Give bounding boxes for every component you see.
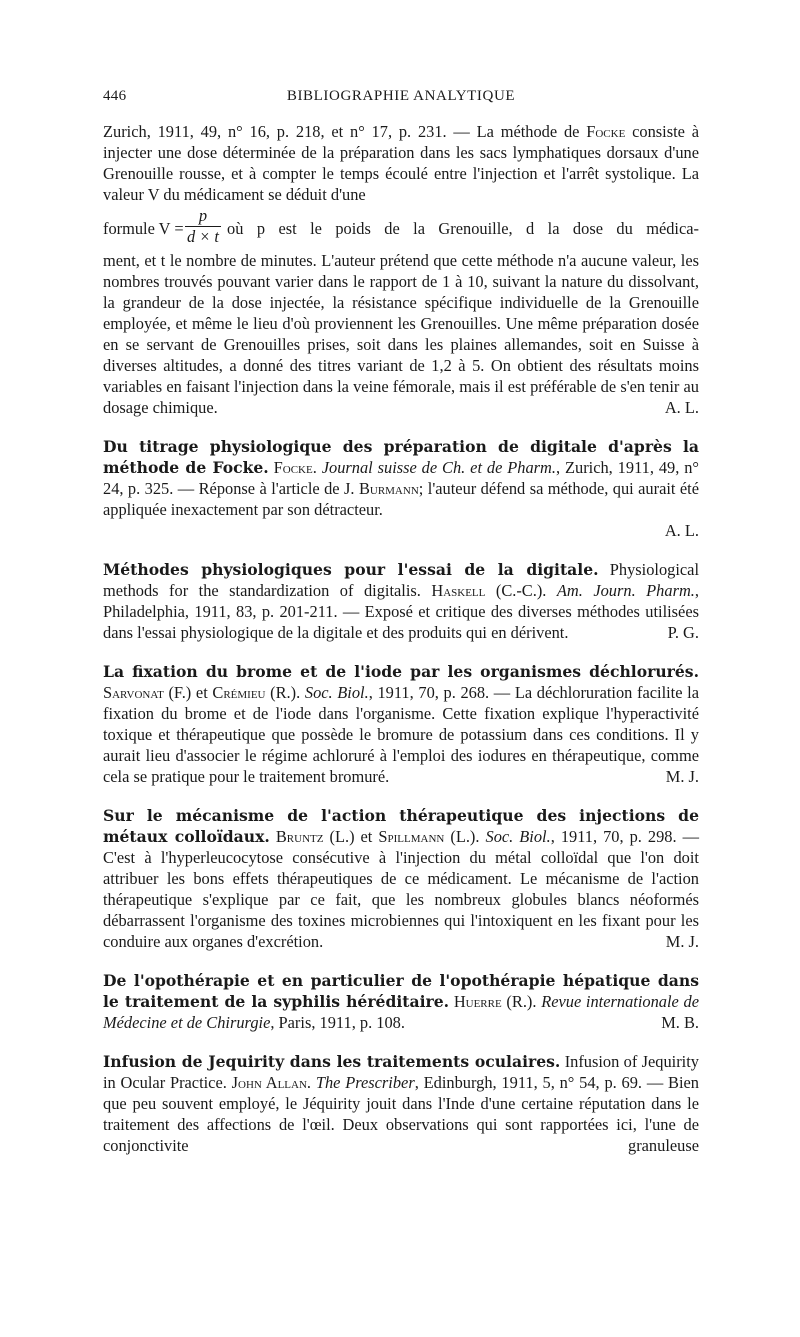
entry-body: La fixation du brome et de l'iode par les organismes déchlorurés. Sarvonat (F.) et Crémieu (R.). Soc. Biol., 1911, 70, p. 268. — La déchloruration facilite la fixation du brome et de l'iode dans l'organisme. Cette fixation explique l'hyperactivité toxique et thérapeutique que possède le bromure de potassium dans ces conditions. Il y aurait lieu d'associer le régime achloruré à l'emploi des iodures en thérapeutique, comme cela se pratique pour le traitement bromuré. M. J.	[103, 662, 699, 786]
signature: A. L.	[664, 521, 699, 540]
page-number: 446	[103, 88, 127, 104]
author-name: Crémieu	[212, 683, 266, 702]
author-name: John Allan	[231, 1073, 307, 1092]
entry-title: Du titrage physiologique des préparation de digitale d'après la méthode de Focke.	[103, 437, 699, 477]
entry-body: Infusion de Jequirity dans les traitements oculaires. Infusion of Jequirity in Ocular Practice. John Allan. The Prescriber, Edinburgh, 1911, 5, n° 54, p. 69. — Bien que peu souvent employé, le Jéquirity jouit dans l'Inde d'une certaine réputation dans le traitement des affections de l'œil. Deux observations qui sont rapportées ici, l'une de conjonctivite granuleuse	[103, 1052, 699, 1155]
entry-title: Méthodes physiologiques pour l'essai de la digitale.	[103, 560, 599, 579]
running-title: BIBLIOGRAPHIE ANALYTIQUE	[286, 88, 516, 104]
signature: A. L.	[664, 398, 699, 417]
entry-body: Méthodes physiologiques pour l'essai de la digitale. Physiological methods for the standardization of digitalis. Haskell (C.-C.). Am. Journ. Pharm., Philadelphia, 1911, 83, p. 201-211. — Exposé et critique des diverses méthodes utilisées dans l'essai physiologique de la digitale et des produits qui en dérivent. P. G.	[103, 560, 699, 642]
author-name: Sarvonat	[103, 683, 164, 702]
author-name: Focke.	[273, 458, 317, 477]
journal-name: The Prescriber	[315, 1073, 415, 1092]
page-header	[103, 88, 699, 108]
formula-lead: formule V =	[103, 219, 184, 238]
entry-metaux-colloidaux	[103, 805, 699, 952]
journal-name: Am. Journ. Pharm.	[556, 581, 695, 600]
entry-body: Du titrage physiologique des préparation de digitale d'après la méthode de Focke. Focke. Journal suisse de Ch. et de Pharm., Zurich, 1911, 49, n° 24, p. 325. — Réponse à l'article de J. Burmann; l'auteur défend sa méthode, qui aurait été appliquée inexactement par son détracteur.	[103, 437, 699, 519]
formula-line	[103, 207, 699, 249]
author-name: Haskell	[431, 581, 486, 600]
entry-title: De l'opothérapie et en particulier de l'opothérapie hépatique dans le traitement de la syphilis héréditaire.	[103, 971, 699, 1011]
entry-body: ment, et t le nombre de minutes. L'auteur prétend que cette méthode n'a aucune valeur, les nombres trouvés pouvant varier dans le rapport de 1 à 10, suivant la nature du dissolvant, la grandeur de la dose injectée, la résistance spécifique individuelle de la Grenouille employée, et même le lieu d'où proviennent les Grenouilles. Une même préparation dosée en se servant de Grenouilles prises, soit dans les plaines allemandes, soit en Suisse à diverses altitudes, a donné des titres variant de 1,2 à 5. On obtient des résultats moins variables en faisant l'injection dans la veine fémorale, mais il est préférable de s'en tenir au dosage chimique. A. L.	[103, 251, 699, 417]
journal-name: Journal suisse de Ch. et de Pharm.	[321, 458, 556, 477]
entry-titrage-focke	[103, 436, 699, 541]
entry-body: De l'opothérapie et en particulier de l'opothérapie hépatique dans le traitement de la syphilis héréditaire. Huerre (R.). Revue internationale de Médecine et de Chirurgie, Paris, 1911, p. 108. M. B.	[103, 971, 699, 1032]
entry-title: Sur le mécanisme de l'action thérapeutique des injections de métaux colloïdaux.	[103, 806, 699, 846]
entry-opotherapie	[103, 970, 699, 1033]
entry-title: La fixation du brome et de l'iode par les organismes déchlorurés.	[103, 662, 699, 681]
page-content	[103, 121, 699, 1156]
entry-focke-continued	[103, 121, 699, 418]
formula-rest: où p est le poids de la Grenouille, d la dose du médica-	[227, 219, 699, 238]
author-name: Focke	[586, 122, 626, 141]
signature: M. J.	[665, 932, 699, 951]
formula-fraction	[185, 207, 221, 246]
author-name: Spillmann	[378, 827, 445, 846]
formula-denominator: d × t	[186, 227, 219, 246]
entry-jequirity	[103, 1051, 699, 1156]
reference-author: Burmann	[358, 479, 419, 498]
entry-methodes-physiologiques	[103, 559, 699, 643]
entry-body: Zurich, 1911, 49, n° 16, p. 218, et n° 17, p. 231. — La méthode de Focke consiste à injecter une dose déterminée de la préparation dans les sacs lymphatiques dorsaux d'une Grenouille rousse, et à compter le temps écoulé entre l'injection et l'arrêt systolique. La valeur V du médicament se déduit d'une	[103, 122, 699, 204]
entry-fixation-brome-iode	[103, 661, 699, 787]
signature: P. G.	[667, 623, 699, 642]
entry-title: Infusion de Jequirity dans les traitements oculaires.	[103, 1052, 561, 1071]
author-name: Huerre	[453, 992, 502, 1011]
journal-name: Revue internationale de Médecine et de Chirurgie	[103, 992, 699, 1032]
author-name: Bruntz	[275, 827, 324, 846]
journal-name: Soc. Biol.	[485, 827, 551, 846]
entry-body: Sur le mécanisme de l'action thérapeutique des injections de métaux colloïdaux. Bruntz (L.) et Spillmann (L.). Soc. Biol., 1911, 70, p. 298. — C'est à l'hyperleucocytose consécutive à l'injection du métal colloïdal que l'on doit attribuer les bons effets thérapeutiques de ce médicament. Le mécanisme de l'action thérapeutique s'explique par ce fait, que les nombreux globules blancs néoformés débarrassent l'organisme des toxines microbiennes qui l'intoxiquent en les fixant pour les conduire aux organes d'excrétion. M. J.	[103, 806, 699, 951]
signature: M. B.	[661, 1013, 699, 1032]
journal-name: Soc. Biol.	[304, 683, 369, 702]
signature: M. J.	[665, 767, 699, 786]
formula-numerator: p	[185, 207, 221, 227]
